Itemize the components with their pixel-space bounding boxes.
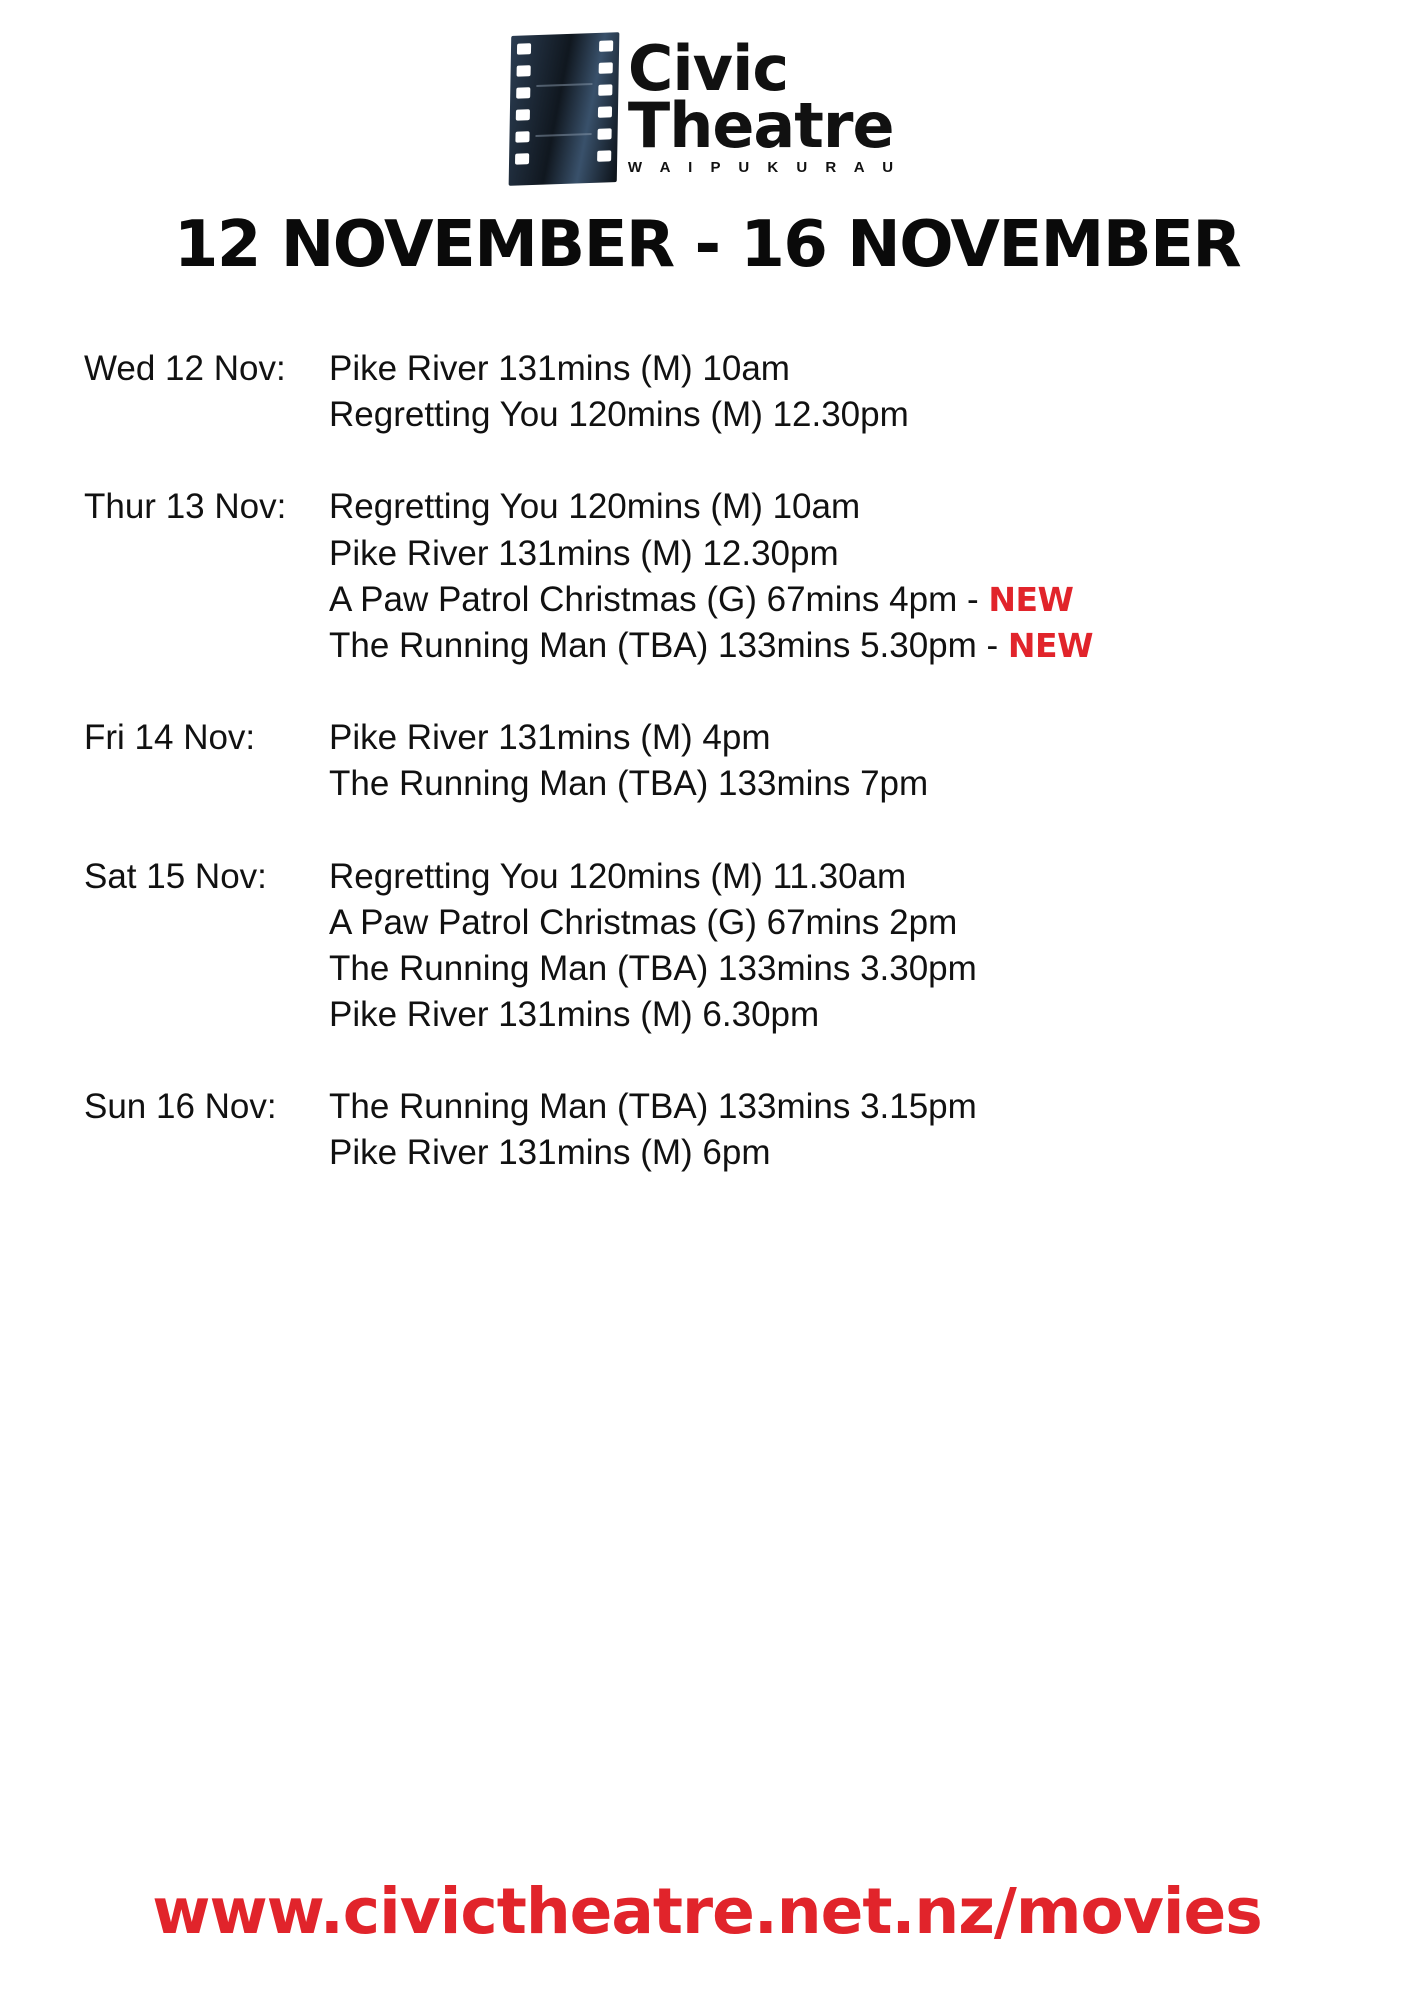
session-text: Regretting You 120mins (M) 11.30am [329,856,907,896]
footer [0,1875,1414,1948]
session-line [329,623,1334,669]
day-label: Sat 15 Nov: [84,856,267,896]
page-title: 12 NOVEMBER - 16 NOVEMBER [173,208,1241,282]
session-text: Pike River 131mins (M) 6pm [329,1133,771,1173]
schedule-day-row [84,1084,1334,1176]
website-link[interactable]: www.civictheatre.net.nz/movies [152,1875,1262,1948]
schedule-day-row [84,715,1334,807]
session-line [329,946,1334,992]
session-text: Pike River 131mins (M) 6.30pm [329,995,820,1035]
session-line [329,346,1334,392]
session-text: A Paw Patrol Christmas (G) 67mins 2pm [329,902,958,942]
session-text: The Running Man (TBA) 133mins 7pm [329,764,929,804]
session-line [329,392,1334,438]
session-text: Pike River 131mins (M) 12.30pm [329,533,839,573]
session-line [329,531,1334,577]
session-line [329,854,1334,900]
session-text: The Running Man (TBA) 133mins 3.15pm [329,1087,977,1127]
session-text: The Running Man (TBA) 133mins 5.30pm [329,625,977,665]
session-line [329,1084,1334,1130]
session-text: Regretting You 120mins (M) 10am [329,487,861,527]
new-badge: NEW [988,579,1074,619]
new-separator: - [957,579,989,619]
film-strip-icon [509,32,620,186]
session-line [329,761,1334,807]
session-line [329,900,1334,946]
new-separator: - [976,625,1008,665]
session-text: Regretting You 120mins (M) 12.30pm [329,395,909,435]
session-line [329,715,1334,761]
session-line [329,992,1334,1038]
logo [80,0,1334,184]
schedule-day-row [84,854,1334,1039]
session-line [329,484,1334,530]
day-label: Wed 12 Nov: [84,349,286,388]
session-list [329,854,1334,1039]
session-text: Pike River 131mins (M) 10am [329,349,790,388]
session-line [329,577,1334,623]
logo-subtitle: W A I P U K U R A U [627,158,901,176]
day-label: Sun 16 Nov: [84,1087,277,1127]
session-text: The Running Man (TBA) 133mins 3.30pm [329,948,977,988]
schedule-day-row [84,484,1334,669]
schedule-day-row [84,346,1334,438]
schedule-list [80,346,1334,1177]
day-label: Thur 13 Nov: [84,487,287,527]
session-list [329,484,1334,669]
session-text: Pike River 131mins (M) 4pm [329,718,771,758]
logo-line-1: Civic [627,32,789,105]
new-badge: NEW [1007,625,1093,665]
session-list [329,1084,1334,1176]
session-list [329,715,1334,807]
logo-line-2: Theatre [627,88,894,162]
day-label: Fri 14 Nov: [84,718,256,758]
session-text: A Paw Patrol Christmas (G) 67mins 4pm [329,579,958,619]
session-list [329,346,1334,438]
session-line [329,1130,1334,1176]
